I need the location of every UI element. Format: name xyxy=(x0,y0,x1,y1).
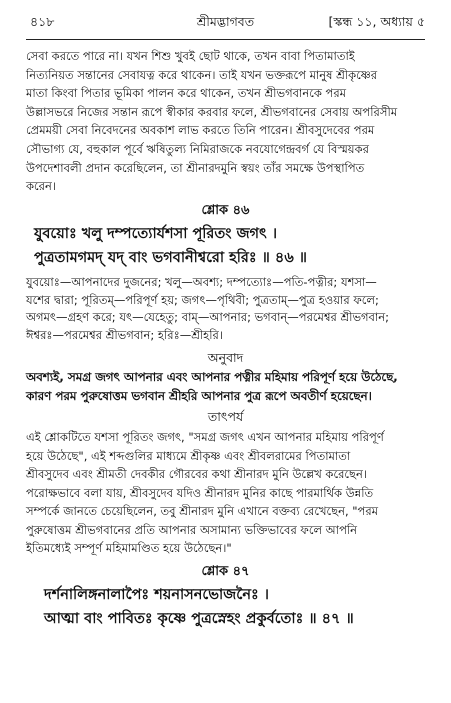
text-line: উপদেশাবলী প্রদান করেছিলেন, তা শ্রীনারদমুনি স্বয়ং তাঁর সমক্ষে উপস্থাপিত xyxy=(26,160,365,175)
verse-47-text xyxy=(44,583,439,631)
purport-heading: তাৎপর্য xyxy=(207,409,244,424)
verse-line: পুত্রতামগমদ্ যদ্ বাং ভগবানীশ্বরো হরিঃ ॥ ৪৬ ॥ xyxy=(34,250,308,266)
purport-line: ইতিমধ্যেই সম্পূর্ণ মহিমামণ্ডিত হয়ে উঠেছেন।" xyxy=(26,541,232,555)
text-line: নিত্যনিয়ত সন্তানের সেবাযত্ন করে থাকেন। তাই যখন ভক্তরূপে মানুষ শ্রীকৃষ্ণের xyxy=(26,67,378,82)
canto-chapter-reference: [স্কন্ধ ১১, অধ্যায় ৫ xyxy=(328,14,425,29)
purport-line: সম্পর্কে জানতে চেয়েছিলেন, তবু শ্রীনারদ মুনি এখানে বক্তব্য রেখেছেন, "পরম xyxy=(26,504,379,518)
translation-heading: অনুবাদ xyxy=(207,350,244,365)
synonym-line: যশের দ্বারা; পূরিতম্—পরিপূর্ণ হয়; জগৎ—পৃথিবী; পুত্রতাম্—পুত্র হওয়ার ফলে; xyxy=(26,292,379,307)
header-rule xyxy=(26,39,425,40)
book-title: শ্রীমদ্ভাগবত xyxy=(196,14,255,29)
running-header xyxy=(26,14,425,36)
text-line: মাতা কিংবা পিতার ভূমিকা পালন করে থাকেন, তখন শ্রীভগবানকে পরম xyxy=(26,86,347,101)
translation-line: অবশ্যই, সমগ্র জগৎ আপনার এবং আপনার পত্নীর মহিমায় পরিপূর্ণ হয়ে উঠেছে, xyxy=(26,370,398,384)
page-number: ৪১৮ xyxy=(30,14,55,29)
text-line: সেবা করতে পারে না। যখন শিশু খুবই ছোট থাকে, তখন বাবা পিতামাতাই xyxy=(26,49,355,63)
text-line: সৌভাগ্য যে, বহুকাল পূর্বে ঋষিতুল্য নিমিরাজকে নবযোগেন্দ্রবর্গ যে বিস্ময়কর xyxy=(26,141,369,156)
verse-46-translation xyxy=(26,368,426,405)
verse-line: দর্শনালিঙ্গনালাপৈঃ শয়নাসনভোজনৈঃ । xyxy=(44,587,269,603)
intro-paragraph xyxy=(26,47,426,196)
purport-line: পুরুষোত্তম শ্রীভগবানের প্রতি আপনার অসামান্য ভক্তিভাবের ফলে আপনি xyxy=(26,522,358,537)
synonym-line: যুবয়োঃ—আপনাদের দুজনের; খলু—অবশ্য; দম্পত্যোঃ—পতি-পত্নীর; যশসা— xyxy=(26,275,377,289)
verse-line: আত্মা বাং পাবিতঃ কৃষ্ণে পুত্রস্নেহং প্রকুর্বতোঃ ॥ ৪৭ ॥ xyxy=(44,611,354,627)
synonym-line: ঈশ্বরঃ—পরমেশ্বর শ্রীভগবান; হরিঃ—শ্রীহরি। xyxy=(26,327,223,342)
text-line: করেন। xyxy=(26,179,56,194)
verse-line: যুবয়োঃ খলু দম্পত্যোর্যশসা পূরিতং জগৎ । xyxy=(34,226,278,242)
purport-line: হয়ে উঠেছে", এই শব্দগুলির মাধ্যমে শ্রীকৃষ্ণ এবং শ্রীবলরামের পিতামাতা xyxy=(26,448,351,463)
verse-46-synonyms xyxy=(26,274,426,344)
synonym-line: অগমৎ—গ্রহণ করে; যৎ—যেহেতু; বাম্—আপনার; ভগবান্—পরমেশ্বর শ্রীভগবান; xyxy=(26,310,390,324)
verse-46-text xyxy=(34,222,434,270)
verse-47-heading: শ্লোক ৪৭ xyxy=(201,564,250,579)
purport-line: পরোক্ষভাবে বলা যায়, শ্রীবসুদেব যদিও শ্রীনারদ মুনির কাছে পারমার্থিক উন্নতি xyxy=(26,485,374,500)
purport-line: এই শ্লোকটিতে যশসা পূরিতং জগৎ, "সমগ্র জগৎ এখন আপনার মহিমায় পরিপূর্ণ xyxy=(26,430,384,444)
verse-46-heading: শ্লোক ৪৬ xyxy=(201,203,250,218)
text-line: উল্লাসভরে নিজের সন্তান রূপে স্বীকার করবার ফলে, শ্রীভগবানের সেবায় অপরিসীম xyxy=(26,104,398,119)
purport-line: শ্রীবসুদেব এবং শ্রীমতী দেবকীর গৌরবের কথা শ্রীনারদ মুনি উল্লেখ করেছেন। xyxy=(26,467,367,481)
translation-line: কারণ পরম পুরুষোত্তম ভগবান শ্রীহরি আপনার পুত্র রূপে অবতীর্ণ হয়েছেন। xyxy=(26,388,372,403)
text-line: প্রেমময়ী সেবা নিবেদনের অবকাশ লাভ করতে তিনি পারেন। শ্রীবসুদেবের পরম xyxy=(26,123,375,138)
verse-46-purport xyxy=(26,428,426,558)
